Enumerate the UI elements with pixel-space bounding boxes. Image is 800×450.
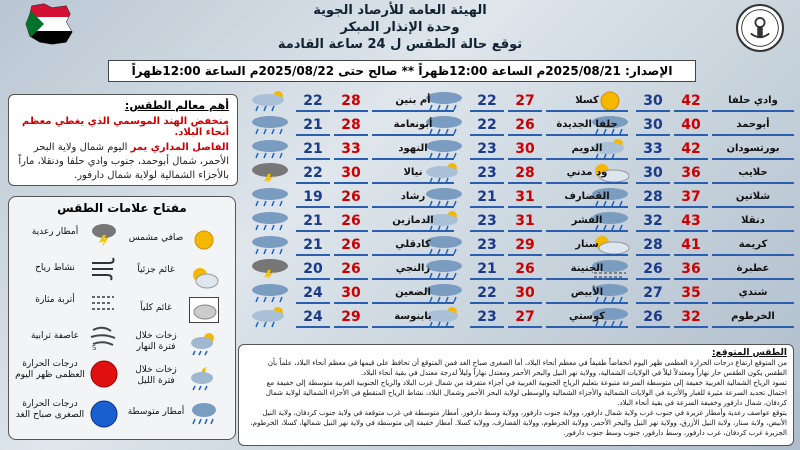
min-temp-value: 24 <box>296 306 330 328</box>
rain-night-icon <box>189 365 219 391</box>
legend-partly-label: غائم جزئياً <box>137 265 175 275</box>
min-temp-value: 23 <box>470 138 504 160</box>
city-name: بابنوسة <box>372 306 454 328</box>
city-name: الأبيض <box>546 282 628 304</box>
city-name: الدمازين <box>372 210 454 232</box>
unit-title: وحدة الإنذار المبكر <box>340 20 460 35</box>
city-name: الضعين <box>372 282 454 304</box>
city-name: الجنينة <box>546 258 628 280</box>
legend-rain-day-label: زخات خلال فترة النهار <box>135 331 177 352</box>
legend-sunny-label: صافي مشمس <box>128 233 184 243</box>
max-temp-value: 36 <box>674 258 708 280</box>
min-temp-value: 26 <box>636 258 670 280</box>
city-name: كادقلي <box>372 234 454 256</box>
weather-legend <box>8 196 236 440</box>
min-temp-value: 22 <box>470 114 504 136</box>
city-row <box>246 186 456 208</box>
max-temp-value: 43 <box>674 210 708 232</box>
max-temp-value: 31 <box>508 186 542 208</box>
city-row <box>246 258 456 280</box>
city-name: الخرطوم <box>712 306 794 328</box>
max-temp-value: 28 <box>334 114 368 136</box>
forecast-title: الطقس المتوقع: <box>711 348 787 358</box>
min-temp-value: 21 <box>470 258 504 280</box>
forecast-paragraph-2: تسود الرياح الشمالية الغربية خفيفة إلى متوسطة السرعة متبوعة بتعليم الرياح الجنوبية الغربية في أجزاء متفرقة من شمال غرب البلاد والرياح الجنوبية الغربية متوسطة إلى خفيفة مع احتمال تحديد السرعة مثيرة للغبار والأتربة في الولايات الشمالية والأجزاء الشمالية والوسطى لولاية البحر الأحمر وشمال البلاد، نشاط الرياح المتقطع في الأجزاء الشمالية لولاية شمال كردفان، شمال دارفور وخفيفة السرعة في بقية أنحاء البلاد. <box>265 379 787 407</box>
sudan-flag-icon <box>22 2 76 46</box>
city-name: دنقلا <box>712 210 794 232</box>
city-name: كسلا <box>546 90 628 112</box>
max-temp-value: 28 <box>334 90 368 112</box>
city-name: عطبرة <box>712 258 794 280</box>
legend-moderate-rain-label: أمطار متوسطة <box>127 407 185 417</box>
features-bullet-1: منخفض الهند الموسمي الذي يغطي معظم أنحاء البلاد. <box>22 116 229 138</box>
city-name: بورتسودان <box>712 138 794 160</box>
max-temp-value: 29 <box>508 234 542 256</box>
city-row <box>246 138 456 160</box>
min-temp-value: 21 <box>296 138 330 160</box>
city-name: أبوحمد <box>712 114 794 136</box>
city-name: زالنجي <box>372 258 454 280</box>
min-temp-value: 22 <box>470 282 504 304</box>
legend-min-temp-label: درجات الحرارة الصغرى صباح الغد <box>15 399 85 420</box>
min-temp-value: 30 <box>636 162 670 184</box>
max-temp-value: 36 <box>674 162 708 184</box>
min-temp-value: 19 <box>296 186 330 208</box>
max-temp-value: 30 <box>334 162 368 184</box>
min-temp-value: 30 <box>636 114 670 136</box>
max-temp-value: 30 <box>508 282 542 304</box>
max-temp-value: 29 <box>334 306 368 328</box>
max-temp-value: 30 <box>334 282 368 304</box>
legend-title: مفتاح علامات الطقس <box>57 201 187 215</box>
max-temp-value: 33 <box>334 138 368 160</box>
min-temp-value: 27 <box>636 282 670 304</box>
max-temp-value: 26 <box>334 258 368 280</box>
min-temp-value: 21 <box>296 210 330 232</box>
city-name: ود مدني <box>546 162 628 184</box>
min-temp-value: 21 <box>296 114 330 136</box>
legend-thunder-label: أمطار رعدية <box>31 227 79 237</box>
max-temp-value: 42 <box>674 90 708 112</box>
max-temp-value: 35 <box>674 282 708 304</box>
city-name: وادي حلفا <box>712 90 794 112</box>
forecast-title: توقع حالة الطقس ل 24 ساعة القادمة <box>277 37 523 52</box>
wind-icon <box>89 255 119 281</box>
min-temp-value: 20 <box>296 258 330 280</box>
legend-cloudy-label: غائم كلياً <box>140 303 172 313</box>
duststorm-icon <box>89 325 119 351</box>
min-temp-value: 23 <box>470 162 504 184</box>
max-temp-value: 27 <box>508 90 542 112</box>
city-name: كوستي <box>546 306 628 328</box>
city-name: سنار <box>546 234 628 256</box>
rain-icon <box>246 138 294 160</box>
forecast-paragraph-1: من المتوقع ارتفاع درجات الحرارة العظمى ظهر اليوم انخفاضاً طفيفاً في معظم أنحاء البلاد، أما الصغرى صباح الغد فمن المتوقع أن تحافظ على قيمها في معظم أنحاء البلاد، علماً بأن الطقس يكون الطقس حار نهاراً ومعتدلاً ليلاً في الولايات الشمالية، وولاية نهر النيل والبحر الأحمر ومعتدل نهاراً وليلاً لدرجة معتدل في بقية أنحاء البلاد. <box>267 359 787 377</box>
city-name: حلايب <box>712 162 794 184</box>
min-temp-value: 23 <box>470 306 504 328</box>
min-temp-value: 30 <box>636 90 670 112</box>
rain-icon <box>246 186 294 208</box>
svg-text:S: S <box>92 344 97 351</box>
legend-max-temp-label: درجات الحرارة العظمى ظهر اليوم <box>15 359 85 380</box>
rain-icon <box>246 234 294 256</box>
partly-rain-icon <box>246 90 294 112</box>
min-temp-value: 28 <box>636 186 670 208</box>
max-temp-value: 26 <box>508 258 542 280</box>
moderate-rain-icon <box>189 401 219 427</box>
max-temp-value: 30 <box>508 138 542 160</box>
city-row <box>246 90 456 112</box>
city-name: القضارف <box>546 186 628 208</box>
issue-validity-line: الإصدار: 2025/08/21م الساعة 12:00ظهراً ** صالح حتى 2025/08/22م الساعة 12:00ظهراً <box>108 60 696 82</box>
expected-weather-box <box>238 344 794 446</box>
org-title: الهيئة العامة للأرصاد الجوية <box>313 3 487 18</box>
thunder-icon <box>246 258 294 280</box>
city-row <box>246 210 456 232</box>
min-temp-icon <box>89 399 119 425</box>
min-temp-value: 28 <box>636 234 670 256</box>
city-name: أبونعامة <box>372 114 454 136</box>
rain-icon <box>246 210 294 232</box>
max-temp-value: 42 <box>674 138 708 160</box>
max-temp-value: 26 <box>508 114 542 136</box>
city-row <box>246 282 456 304</box>
city-name: أم بنين <box>372 90 454 112</box>
max-temp-value: 26 <box>334 234 368 256</box>
min-temp-value: 26 <box>636 306 670 328</box>
city-name: نيالا <box>372 162 454 184</box>
max-temp-value: 37 <box>674 186 708 208</box>
partly-rain-icon <box>246 306 294 328</box>
page-header <box>10 2 790 58</box>
max-temp-value: 28 <box>508 162 542 184</box>
rain-icon <box>246 282 294 304</box>
min-temp-value: 22 <box>470 90 504 112</box>
city-name: رشاد <box>372 186 454 208</box>
min-temp-value: 23 <box>470 234 504 256</box>
sunny-icon <box>189 227 219 253</box>
thunder-icon <box>89 221 119 247</box>
max-temp-value: 26 <box>334 186 368 208</box>
partly-cloudy-icon <box>189 265 219 291</box>
dust-icon <box>89 291 119 317</box>
min-temp-value: 21 <box>296 234 330 256</box>
city-row <box>246 306 456 328</box>
min-temp-value: 33 <box>636 138 670 160</box>
city-row <box>246 162 456 184</box>
min-temp-value: 22 <box>296 90 330 112</box>
meteorology-logo-icon <box>736 4 784 52</box>
weather-features-box <box>8 94 238 186</box>
city-name: الفشر <box>546 210 628 232</box>
city-name: النهود <box>372 138 454 160</box>
max-temp-value: 32 <box>674 306 708 328</box>
city-name: شندي <box>712 282 794 304</box>
features-bullet-2-highlight: الفاصل المداري يمر <box>130 142 229 153</box>
min-temp-value: 32 <box>636 210 670 232</box>
max-temp-value: 41 <box>674 234 708 256</box>
legend-duststorm-label: عاصفة ترابية <box>30 331 79 341</box>
min-temp-value: 24 <box>296 282 330 304</box>
min-temp-value: 22 <box>296 162 330 184</box>
city-name: حلفا الجديدة <box>546 114 628 136</box>
city-name: شلاتين <box>712 186 794 208</box>
rain-day-icon <box>189 331 219 357</box>
max-temp-icon <box>89 359 119 385</box>
city-row <box>246 114 456 136</box>
max-temp-value: 40 <box>674 114 708 136</box>
thunder-icon <box>246 162 294 184</box>
city-row <box>246 234 456 256</box>
cloudy-icon <box>189 297 219 323</box>
min-temp-value: 23 <box>470 210 504 232</box>
legend-rain-night-label: زخات خلال فترة الليل <box>135 365 177 386</box>
max-temp-value: 31 <box>508 210 542 232</box>
max-temp-value: 27 <box>508 306 542 328</box>
legend-dust-label: أتربة مثارة <box>35 295 75 305</box>
city-name: الدويم <box>546 138 628 160</box>
min-temp-value: 21 <box>470 186 504 208</box>
features-title: أهم معالم الطقس: <box>124 99 229 112</box>
legend-wind-label: نشاط رياح <box>35 263 75 273</box>
rain-icon <box>246 114 294 136</box>
features-bullet-2-text: اليوم شمال ولاية البحر الأحمر، شمال أبوحمد، جنوب وادي حلفا ودنقلا، ماراً بالأجزاء الشمالية لولاية شمال دارفور. <box>18 142 229 181</box>
city-name: كريمة <box>712 234 794 256</box>
max-temp-value: 26 <box>334 210 368 232</box>
forecast-paragraph-3: يتوقع عواصف رعدية وأمطار غزيرة في جنوب غرب ولاية شمال دارفور، وولاية جنوب دارفور، وولاية وسط دارفور. أمطار متوسطة في غرب متوقعة في ولاية جنوب كردفان، ولاية النيل الأبيض، ولاية سنار، ولاية النيل الأزرق، وولاية نهر النيل والبحر الأحمر، وولاية الخرطوم، وولاية القضارف، وولاية كسلا. أمطار خفيفة إلى متوسطة في ولاية نهر النيل شمالها، كسلا، الخرطوم، الجزيرة غرب كردفان، غرب دارفور، وسط دارفور، جنوب وسط جنوب دارفور. <box>250 409 787 437</box>
